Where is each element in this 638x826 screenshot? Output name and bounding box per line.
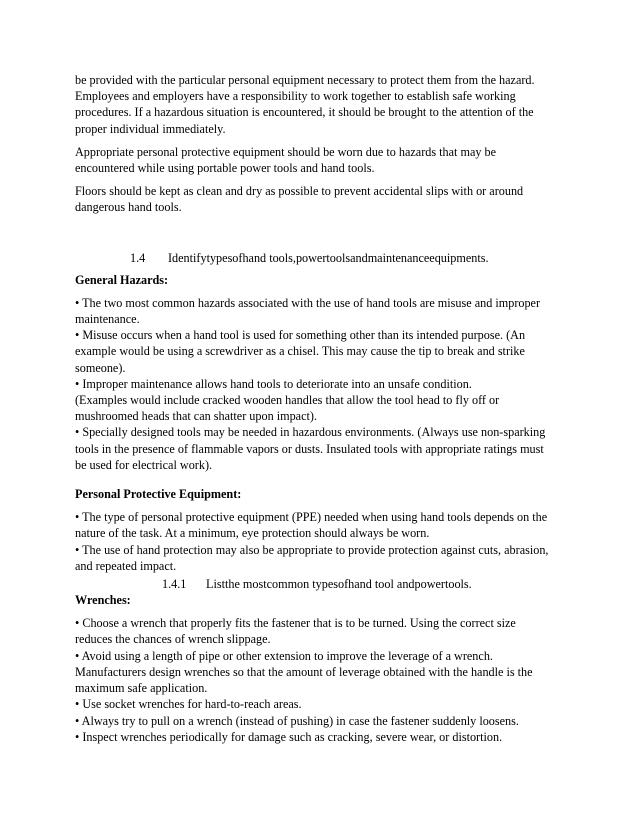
- list-item: • Specially designed tools may be needed in hazardous environments. (Always use non-sparking: [75, 425, 546, 440]
- list-item: • Always try to pull on a wrench (instead of pushing) in case the fastener suddenly loosens.: [75, 713, 519, 728]
- intro-paragraph-3: [75, 183, 565, 215]
- section-number: 1.4.1: [162, 577, 187, 592]
- section-title: Listthe mostcommon typesofhand tool andpowertools.: [206, 577, 472, 592]
- intro-paragraph-2: [75, 144, 565, 176]
- section-title: Identifytypesofhand tools,powertoolsandmaintenanceequipments.: [168, 250, 489, 265]
- section-number: 1.4: [130, 250, 146, 265]
- text-line: be provided with the particular personal equipment necessary to protect them from the hazard.: [75, 73, 535, 87]
- text-line: Employees and employers have a responsibility to work together to establish safe working: [75, 89, 516, 104]
- list-item: be used for electrical work).: [75, 457, 213, 472]
- list-item: • The use of hand protection may also be appropriate to provide protection against cuts, abrasion,: [75, 542, 549, 557]
- spacer: [75, 223, 565, 250]
- list-item: (Examples would include cracked wooden handles that allow the tool head to fly off or: [75, 393, 500, 408]
- list-item: example would be using a screwdriver as a chisel. This may cause the tip to break and strike: [75, 344, 525, 359]
- text-line: dangerous hand tools.: [75, 200, 182, 215]
- list-item: • Choose a wrench that properly fits the fastener that is to be turned. Using the correct size: [75, 616, 516, 631]
- spacer: [75, 473, 565, 486]
- list-item: • Misuse occurs when a hand tool is used for something other than its intended purpose. (An: [75, 328, 526, 343]
- wrenches-heading: Wrenches:: [75, 593, 131, 608]
- list-item: • The two most common hazards associated with the use of hand tools are misuse and improper: [75, 295, 541, 310]
- list-item: maintenance.: [75, 312, 140, 327]
- list-item: tools in the presence of flammable vapors or dusts. Insulated tools with appropriate ratings must: [75, 441, 544, 456]
- general-hazards-list: [75, 295, 565, 473]
- intro-paragraph-1: [75, 72, 565, 137]
- list-item: someone).: [75, 360, 126, 375]
- section-heading-1-4: [75, 250, 565, 266]
- text-line: procedures. If a hazardous situation is encountered, it should be brought to the attention of the: [75, 105, 534, 120]
- general-hazards-heading: General Hazards:: [75, 272, 169, 287]
- list-item: • Use socket wrenches for hard-to-reach areas.: [75, 697, 302, 712]
- list-item: maximum safe application.: [75, 681, 208, 696]
- list-item: • Inspect wrenches periodically for damage such as cracking, severe wear, or distortion.: [75, 729, 503, 744]
- ppe-heading: Personal Protective Equipment:: [75, 487, 242, 502]
- ppe-list: [75, 509, 565, 574]
- page-content: [75, 72, 565, 745]
- list-item: mushroomed heads that can shatter upon impact).: [75, 409, 317, 424]
- list-item: Manufacturers design wrenches so that the amount of leverage obtained with the handle is the: [75, 664, 533, 679]
- text-line: proper individual immediately.: [75, 121, 226, 136]
- list-item: reduces the chances of wrench slippage.: [75, 632, 271, 647]
- list-item: and repeated impact.: [75, 558, 177, 573]
- list-item: nature of the task. At a minimum, eye protection should always be worn.: [75, 526, 430, 541]
- text-line: encountered while using portable power tools and hand tools.: [75, 161, 375, 176]
- wrenches-list: [75, 615, 565, 745]
- text-line: Floors should be kept as clean and dry as possible to prevent accidental slips with or around: [75, 184, 524, 199]
- list-item: • Avoid using a length of pipe or other extension to improve the leverage of a wrench.: [75, 648, 493, 663]
- text-line: Appropriate personal protective equipment should be worn due to hazards that may be: [75, 144, 497, 159]
- section-heading-1-4-1: [75, 576, 565, 592]
- list-item: • Improper maintenance allows hand tools to deteriorate into an unsafe condition.: [75, 376, 472, 391]
- list-item: • The type of personal protective equipment (PPE) needed when using hand tools depends on the: [75, 510, 548, 525]
